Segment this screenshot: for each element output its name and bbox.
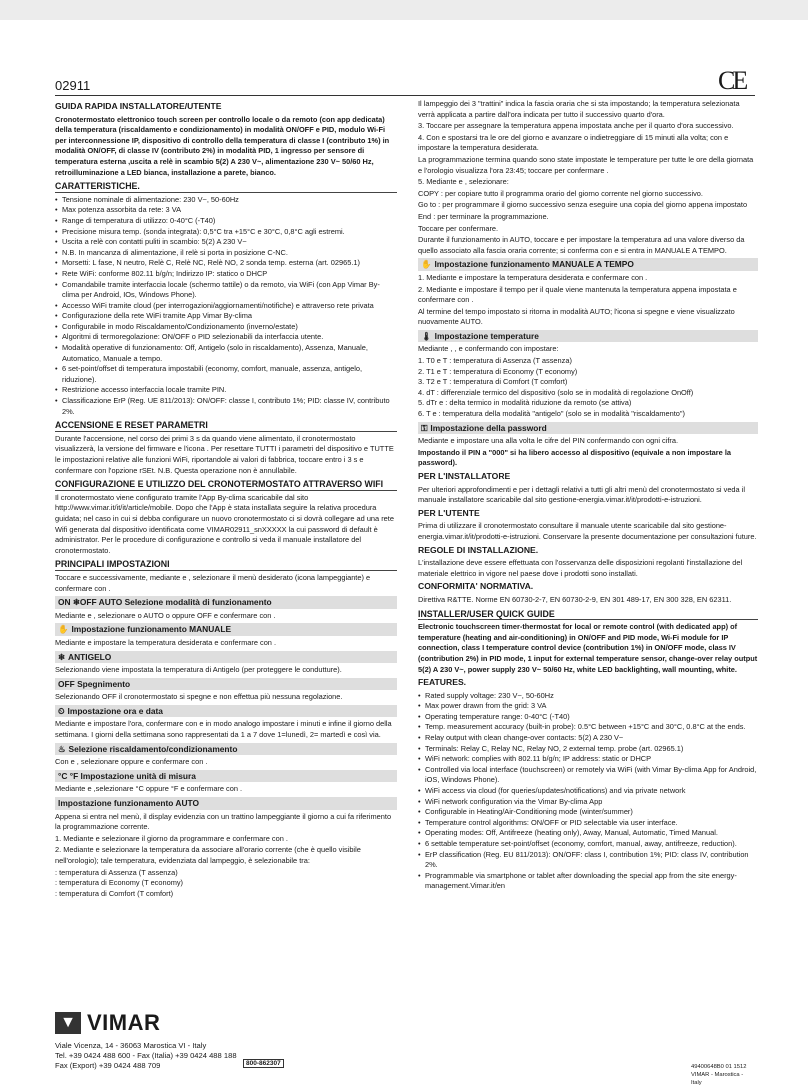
section-time-label: Impostazione ora e data [67,705,163,716]
copy-option: COPY : per copiare tutto il programma orario del giorno corrente nel giorno successivo. [418,188,703,198]
feature-item: • 6 settable temperature set-point/offset (economy, comfort, manual, away, antifreeze, reduction). [418,839,758,850]
reset-title: ACCENSIONE E RESET PARAMETRI [55,420,397,432]
temps-intro: Mediante , , e confermando con impostare: [418,344,559,354]
auto-temp-item: : temperatura di Assenza (T assenza) [55,867,178,877]
timed-1: 1. Mediante e impostare la temperatura desiderata e confermare con . [418,272,648,282]
section-manual [55,623,397,636]
features-list [418,691,758,892]
doc-code-line-1: 49400648B0 01 1512 [691,1064,747,1070]
intro-text: Cronotermostato elettronico touch screen per controllo locale o da remoto (con app dedicata) della temperatura (riscaldamento e condizionamento) in modalità ON/OFF e PID, modulo Wi-Fi per interconnessione IP, dispositivo di controllo della temperatura di classe I (contributo 1%) in modalità ON/OFF, di classe IV (contributo 2%) in modalità PID, 1 ingresso per sensore di temperatura esterna ,uscita a relè in scambio 5(2) A 230 V~, alimentazione 230 V~ 50/60 Hz, retroilluminazione a LED bianca, installazione a parete, bianco. [55,114,390,177]
section-password [418,422,758,435]
vimar-logo-icon: ▼ [55,1012,81,1034]
pwd-1: Mediante e impostare una alla volta le cifre del PIN confermando con ogni cifra. [418,436,679,446]
auto-temps [55,868,397,900]
auto-p1: Il lampeggio dei 3 "trattini" indica la fascia oraria che si sta impostando; la temperatura selezionata verrà applicata a partire dall'ora indicata per tutto il successivo quarto d'ora. [418,99,740,119]
auto-p4: La programmazione termina quando sono state impostate le temperature per tutte le ore della giornata e l'orologio visualizza l'ora 23:45; toccare per confermare . [418,154,754,175]
goto-option: Go to : per programmare il giorno successivo senza eseguire una copia del giorno appena impostato [418,200,748,210]
main-settings-text: Toccare e successivamente, mediante e , selezionare il menù desiderato (icona lampeggiante) e confermare con . [55,572,371,593]
manual-text: Mediante e impostare la temperatura desiderata e confermare con . [55,637,277,647]
en-title: INSTALLER/USER QUICK GUIDE [418,609,758,621]
address-line-3: Fax (Export) +39 0424 488 709 [55,1061,161,1070]
section-temps [418,330,758,343]
rules-text: L'installazione deve essere effettuata con l'osservanza delle disposizioni regolanti l'installazione del materiale elettrico in vigore nel paese dove i prodotti sono installati. [418,558,743,578]
char-item: • Rete WiFi: conforme 802.11 b/g/n; Indirizzo IP: statico o DHCP [55,269,397,280]
temp-setting-item: 1. T0 e T : temperatura di Assenza (T assenza) [418,356,572,366]
address [55,1041,237,1071]
pwd-2: Impostando il PIN a "000" si ha libero accesso al dispositivo (equivale a non impostare la password). [418,447,731,468]
user-text: Prima di utilizzare il cronotermostato consultare il manuale utente scaricabile dal sito gestione-energia.vimar.it/it/prodotti-e-istruzioni. Conservare la presente documentazione per consultazioni future. [418,521,757,541]
en-intro: Electronic touchscreen timer-thermostat for local or remote control (with dedicated app) of temperature (heating and air-conditioning) in ON/OFF and PID mode, Wi-Fi module for IP connection, class I temperature control device (contribution 1%) in ON/OFF mode, class IV (contribution 2%) in PID mode, 1 input for external temperature sensor, change-over relay output 5(2) A 230 V~, power supply 230 V~ 50/60 Hz, white LED backlighting, wall mounting, white. [418,622,758,674]
header-rule [55,95,755,96]
auto-temp-item: : temperatura di Economy (T economy) [55,878,184,888]
doc-code-line-2: VIMAR - Marostica - Italy [691,1072,744,1086]
feature-item: • WiFi network: complies with 802.11 b/g/n; IP address: static or DHCP [418,754,758,765]
address-line-2: Tel. +39 0424 488 600 - Fax (Italia) +39 0424 488 188 [55,1051,237,1060]
auto-text: Appena si entra nel menù, il display evidenzia con un trattino lampeggiante il giorno a cui fa riferimento la programmazione corrente. [55,811,392,832]
guide-title: GUIDA RAPIDA INSTALLATORE/UTENTE [55,101,222,111]
feature-item: • Configurable in Heating/Air-Conditioning mode (winter/summer) [418,807,758,818]
temp-setting-item: 5. dTr e : delta termico in modalità riduzione da remoto (se attiva) [418,398,632,408]
char-item: • Uscita a relè con contatti puliti in scambio: 5(2) A 230 V~ [55,237,397,248]
char-item: • Precisione misura temp. (sonda integrata): 0,5°C tra +15°C e 30°C, 0,8°C agli estremi. [55,227,397,238]
char-item: • Range di temperatura di utilizzo: 0-40°C (-T40) [55,216,397,227]
doc-number: 02911 [55,78,91,93]
auto-step-1: 1. Mediante e selezionare il giorno da programmare e confermare con . [55,833,288,843]
timed-3: Al termine del tempo impostato si ritorna in modalità AUTO; l'icona si spegne e viene visualizzato nuovamente AUTO. [418,306,735,327]
section-timed [418,258,758,271]
antigelo-text: Selezionando viene impostata la temperatura di Antigelo (per proteggere le condutture). [55,665,342,675]
section-mode: ON ❄OFF AUTO Selezione modalità di funzionamento [55,596,397,609]
features-title: FEATURES. [418,677,467,688]
section-off: OFF Spegnimento [55,678,397,691]
user-title: PER L'UTENTE [418,507,480,518]
auto-p7: Durante il funzionamento in AUTO, toccare e per impostare la temperatura ad una valore diverso da quello associato alla fascia oraria corrente; si conferma con e si entra in MANUALE A TEMPO. [418,235,745,255]
temp-setting-item: 6. T e : temperatura della modalità "antigelo" (solo se in modalità "riscaldamento") [418,409,685,419]
snowflake-icon: ❄ [58,651,66,662]
temps-list [418,356,758,420]
section-heat [55,743,397,756]
auto-p2: 3. Toccare per assegnare la temperatura appena impostata anche per il quarto d'ora successivo. [418,121,734,131]
char-item: • 6 set-point/offset di temperatura impostabili (economy, comfort, manuale, assenza, antigelo, riduzione). [55,364,397,385]
installer-text: Per ulteriori approfondimenti e per i dettagli relativi a tutti gli altri menù del cronotermostato si veda il manuale installatore scaricabile dal sito gestione-energia.vimar.it/it/prodotti-e-istruzioni. [418,484,745,505]
auto-step-2: 2. Mediante e selezionare la temperatura da associare all'orario corrente (che è quello visibile nell'orologio); tale temperatura, evidenziata dal lampeggio, è selezionabile tra: [55,845,361,865]
char-item: • Configurabile in modo Riscaldamento/Condizionamento (inverno/estate) [55,322,397,333]
section-manual-label: Impostazione funzionamento MANUALE [71,624,232,635]
temp-setting-item: 4. dT : differenziale termico del dispositivo (solo se in modalità di regolazione OnOff) [418,387,694,397]
char-title: CARATTERISTICHE. [55,181,397,193]
char-item: • Comandabile tramite interfaccia locale (schermo tattile) o da remoto, via WiFi (con App Vimar By-clima per Android, IOs, Windows Phone). [55,280,397,301]
feature-item: • Temp. measurement accuracy (built-in probe): 0.5°C between +15°C and 30°C, 0.8°C at the ends. [418,722,758,733]
char-item: • Configurazione della rete WiFi tramite App Vimar By-clima [55,311,397,322]
char-item: • Max potenza assorbita da rete: 3 VA [55,205,397,216]
timed-hand-icon: ✋ [421,259,432,270]
temp-setting-item: 2. T1 e T : temperatura di Economy (T economy) [418,366,578,376]
section-password-label: Impostazione della password [430,422,547,433]
unit-text: Mediante e ,selezionare °C oppure °F e confermare con . [55,784,243,794]
section-antigelo-label: ANTIGELO [68,651,112,662]
char-item: • Tensione nominale di alimentazione: 230 V~, 50-60Hz [55,195,397,206]
key-icon: ⚿ [421,422,428,433]
feature-item: • Terminals: Relay C, Relay NC, Relay NO, 2 external temp. probe (art. 02965.1) [418,744,758,755]
section-auto: Impostazione funzionamento AUTO [55,797,397,810]
off-text: Selezionando OFF il cronotermostato si spegne e non effettua più nessuna regolazione. [55,692,343,702]
temp-setting-item: 3. T2 e T : temperatura di Comfort (T comfort) [418,377,568,387]
section-antigelo [55,651,397,664]
norm-title: CONFORMITA' NORMATIVA. [418,581,534,592]
char-item: • N.B. In mancanza di alimentazione, il relè si porta in posizione C-NC. [55,248,397,259]
feature-item: • ErP classification (Reg. EU 811/2013): ON/OFF: class I, contribution 1%; PID: class IV, contribution 2%. [418,850,758,871]
address-line-1: Viale Vicenza, 14 - 36063 Marostica VI - Italy [55,1041,207,1050]
rules-title: REGOLE DI INSTALLAZIONE. [418,544,539,555]
char-item: • Classificazione ErP (Reg. UE 811/2013): ON/OFF: classe I, contributo 1%; PID: classe IV, contributo 2%. [55,396,397,417]
right-column [418,99,758,892]
auto-p3: 4. Con e spostarsi tra le ore del giorno e avanzare o indietreggiare di 15 minuti alla volta; con e impostare la temperatura desiderata. [418,132,729,153]
feature-item: • WiFi access via cloud (for queries/updates/notifications) and via private network [418,786,758,797]
auto-temp-item: : temperatura di Comfort (T comfort) [55,888,174,898]
reset-text: Durante l'accensione, nel corso dei primi 3 s da quando viene alimentato, il cronotermostato visualizzerà, la versione del firmware e l'icona . Per resettare TUTTI i parametri del dispositivo e TUTTE le impostazioni relative alle funzioni WiFi, riportandole ai valori di fabbrica, toccare entro i 3 s e confermare con l'opzione rSEt. N.B. Questa operazione non è annullabile. [55,433,394,475]
auto-p5: 5. Mediante e , selezionare: [418,177,509,187]
phone-stamp: 800-862307 [243,1059,284,1068]
mode-text: Mediante e , selezionare o AUTO o oppure OFF e confermare con . [55,610,276,620]
time-text: Mediante e impostare l'ora, confermare con e in modo analogo impostare i minuti e infine il giorno della settimana. I giorni della settimana sono rappresentati da 1 a 7 dove 1=lunedì, 2= martedì e così via. [55,719,392,740]
heat-text: Con e , selezionare oppure e confermare con . [55,757,208,767]
feature-item: • Operating temperature range: 0-40°C (-T40) [418,712,758,723]
char-item: • Algoritmi di termoregolazione: ON/OFF o PID selezionabili da interfaccia utente. [55,332,397,343]
wifi-text: Il cronotermostato viene configurato tramite l'App By-clima scaricabile dal sito http://www.vimar.it/it/it/article/mobile. Dopo che l'App è stata installata seguire la relativa procedura guidata; nel caso in cui si debba configurare un nuovo cronotermostato ci si dovrà collegare ad una rete Wifi generata dal dispositivo identificata come VIMAR02911_snXXXXX la cui password di default è administrator. Per le procedure di configurazione e controllo si veda il manuale installatore del cronotermostato. [55,492,394,555]
thermometer-icon: 🌡 [421,330,432,341]
left-column [55,99,397,899]
section-time [55,705,397,718]
char-item: • Morsetti: L fase, N neutro, Relè C, Relè NC, Relè NO, 2 sonda temp. esterna (art. 02965.1) [55,258,397,269]
feature-item: • Operating modes: Off, Antifreeze (heating only), Away, Manual, Automatic, Timed Manual. [418,828,758,839]
clock-icon: ⏲ [58,705,65,716]
auto-p6: Toccare per confermare. [418,223,499,233]
char-list [55,195,397,417]
char-item: • Modalità operative di funzionamento: Off, Antigelo (solo in riscaldamento), Assenza, Manuale, Automatico, Manuale a tempo. [55,343,397,364]
end-option: End : per terminare la programmazione. [418,211,549,221]
section-temps-label: Impostazione temperature [434,330,539,341]
section-unit: °C °F Impostazione unità di misura [55,770,397,783]
char-item: • Restrizione accesso interfaccia locale tramite PIN. [55,385,397,396]
heat-cool-icon: ♨ [58,743,66,754]
doc-code [691,1063,755,1087]
hand-icon: ✋ [58,624,69,635]
brand-name: VIMAR [87,1010,161,1035]
feature-item: • WiFi network configuration via the Vimar By-clima App [418,797,758,808]
wifi-title: CONFIGURAZIONE E UTILIZZO DEL CRONOTERMOSTATO ATTRAVERSO WIFI [55,479,397,491]
section-heat-label: Selezione riscaldamento/condizionamento [68,743,238,754]
char-item: • Accesso WiFi tramite cloud (per interrogazioni/aggiornamenti/notifiche) e attraverso rete privata [55,301,397,312]
norm-text: Direttiva R&TTE. Norme EN 60730-2-7, EN 60730-2-9, EN 301 489-17, EN 300 328, EN 62311. [418,594,732,604]
main-settings-title: PRINCIPALI IMPOSTAZIONI [55,559,397,571]
section-timed-label: Impostazione funzionamento MANUALE A TEMPO [434,259,634,270]
feature-item: • Relay output with clean change-over contacts: 5(2) A 230 V~ [418,733,758,744]
feature-item: • Temperature control algorithms: ON/OFF or PID selectable via user interface. [418,818,758,829]
installer-title: PER L'INSTALLATORE [418,471,511,481]
feature-item: • Max power drawn from the grid: 3 VA [418,701,758,712]
timed-2: 2. Mediante e impostare il tempo per il quale viene mantenuta la temperatura appena impostata e confermare con . [418,284,737,305]
ce-mark: CE [718,66,746,95]
feature-item: • Rated supply voltage: 230 V~, 50-60Hz [418,691,758,702]
top-bar [0,0,808,20]
feature-item: • Controlled via local interface (touchscreen) or remotely via WiFi (with Vimar By-clima App for Android, iOS, Windows Phone). [418,765,758,786]
feature-item: • Programmable via smartphone or tablet after downloading the special app from the site energy-management.Vimar.it/en [418,871,758,892]
